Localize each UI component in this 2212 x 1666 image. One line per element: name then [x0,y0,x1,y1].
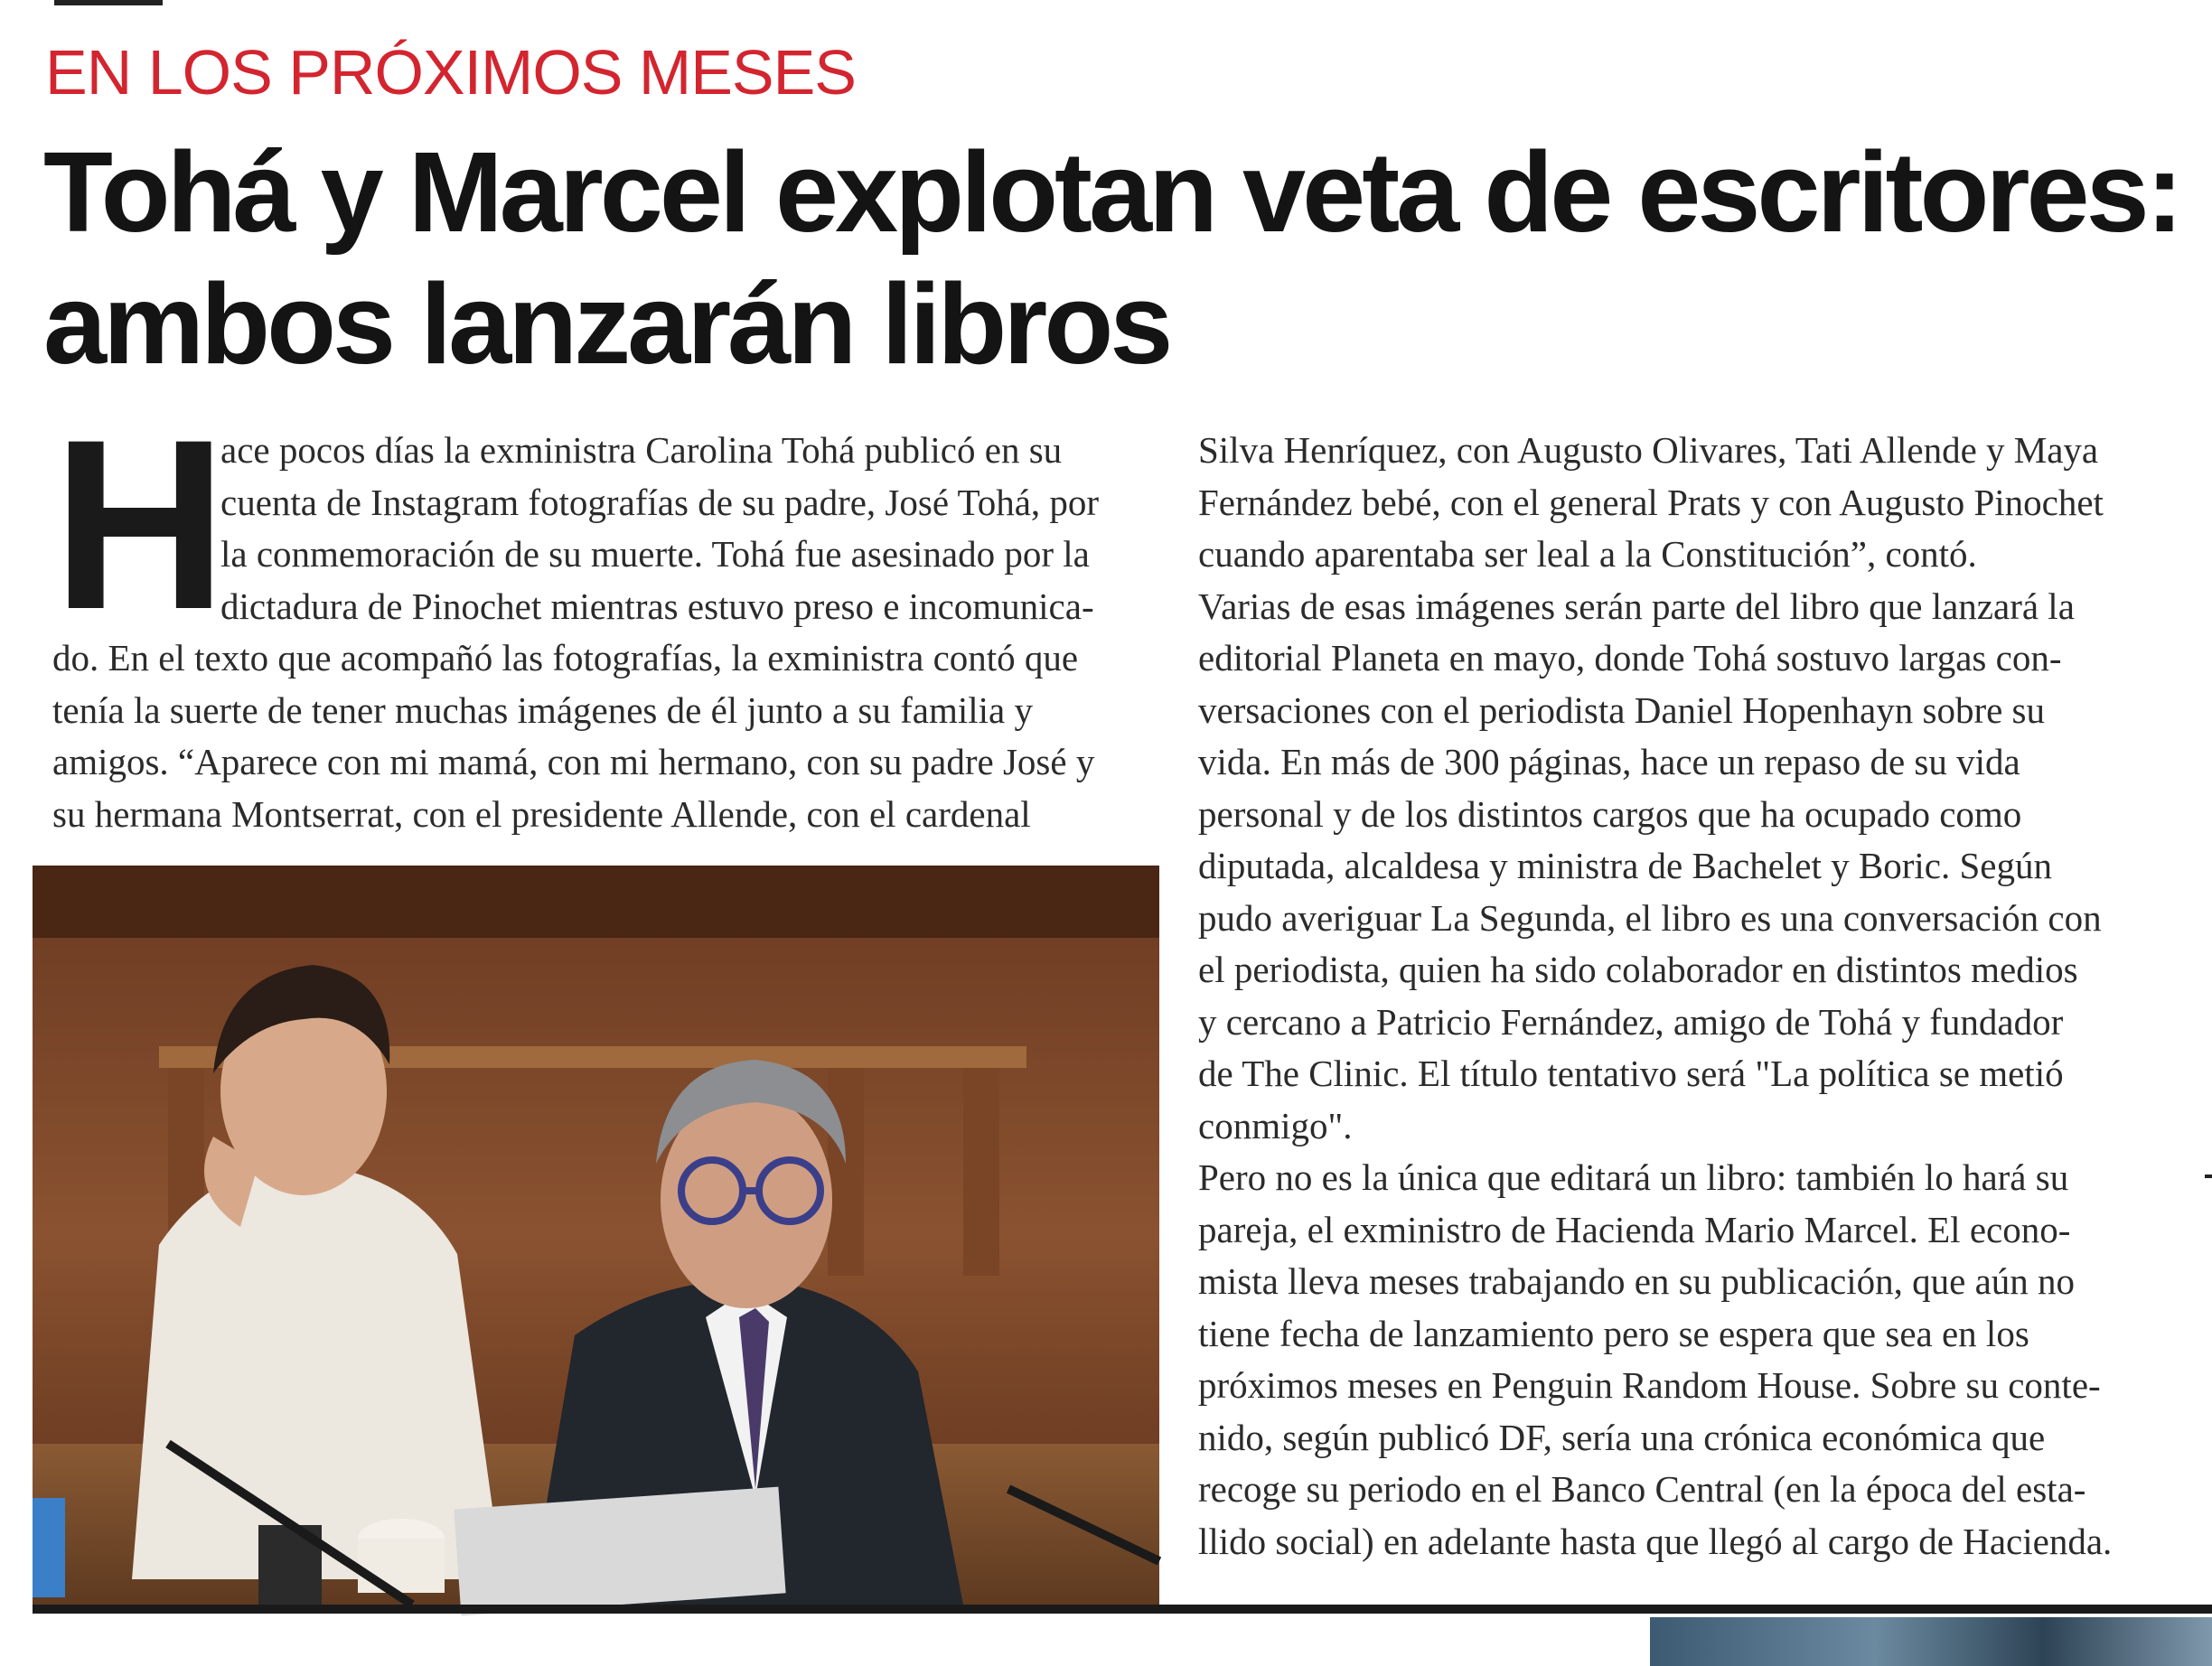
next-article-photo-fragment [1650,1617,2212,1666]
body-line: llido social) en adelante hasta que llegó al cargo de Hacienda. [1198,1520,2113,1562]
body-line: ace pocos días la exministra Carolina Tohá publicó en su [220,429,1063,471]
body-line: el periodista, quien ha sido colaborador en distintos medios [1198,949,2078,990]
body-line: amigos. “Aparece con mi mamá, con mi hermano, con su padre José y [52,741,1095,782]
body-line: pareja, el exministro de Hacienda Mario Marcel. El econo- [1198,1208,2071,1250]
body-line: editorial Planeta en mayo, donde Tohá sostuvo largas con- [1198,637,2062,679]
body-line: próximos meses en Penguin Random House. Sobre su conte- [1198,1364,2101,1406]
body-line: conmigo". [1198,1104,1353,1147]
body-line: do. En el texto que acompañó las fotografías, la exministra contó que [52,637,1079,679]
body-line: dictadura de Pinochet mientras estuvo preso e incomunica- [220,585,1094,627]
body-line: la conmemoración de su muerte. Tohá fue asesinado por la [220,533,1090,575]
body-line: mista lleva meses trabajando en su publicación, que aún no [1198,1260,2076,1302]
body-line: Silva Henríquez, con Augusto Olivares, Tati Allende y Maya [1198,429,2099,471]
body-line: nido, según publicó DF, sería una crónica económica que [1198,1416,2046,1458]
body-line: recoge su periodo en el Banco Central (en la época del esta- [1198,1468,2086,1510]
body-line: diputada, alcaldesa y ministra de Bachelet y Boric. Según [1198,845,2052,886]
body-line: su hermana Montserrat, con el presidente Allende, con el cardenal [52,792,1031,835]
headline-line-2: ambos lanzarán libros [43,260,1170,388]
article-photo [33,866,1159,1605]
body-line: y cercano a Patricio Fernández, amigo de Tohá y fundador [1198,1000,2064,1043]
body-line: vida. En más de 300 páginas, hace un repaso de su vida [1198,741,2020,782]
article-column-left [52,388,1164,840]
body-line: personal y de los distintos cargos que ha ocupado como [1198,792,2022,835]
body-line: de The Clinic. El título tentativo será "La política se metió [1198,1053,2064,1094]
body-line: tiene fecha de lanzamiento pero se espera que sea en los [1198,1312,2029,1354]
headline-line-1: Tohá y Marcel explotan veta de escritores: [43,128,2180,256]
article-column-right [1198,425,2174,1568]
body-line: cuando aparentaba ser leal a la Constitución”, contó. [1198,533,1977,575]
body-line: versaciones con el periodista Daniel Hopenhayn sobre su [1198,688,2046,731]
body-line: Fernández bebé, con el general Prats y con Augusto Pinochet [1198,481,2104,523]
body-line: tenía la suerte de tener muchas imágenes de él junto a su familia y [52,688,1033,731]
top-edge-mark [54,0,163,5]
body-line: Varias de esas imágenes serán parte del libro que lanzará la [1198,585,2075,627]
article-headline [43,126,2194,390]
bottom-rule [33,1605,2212,1614]
body-line: cuenta de Instagram fotografías de su padre, José Tohá, por [220,481,1100,523]
body-line: Pero no es la única que editará un libro: también lo hará su [1198,1156,2069,1198]
body-line: pudo averiguar La Segunda, el libro es una conversación con [1198,896,2102,939]
drop-cap: H [52,388,228,660]
margin-tick [2205,1175,2212,1178]
section-kicker: EN LOS PRÓXIMOS MESES [45,37,856,108]
